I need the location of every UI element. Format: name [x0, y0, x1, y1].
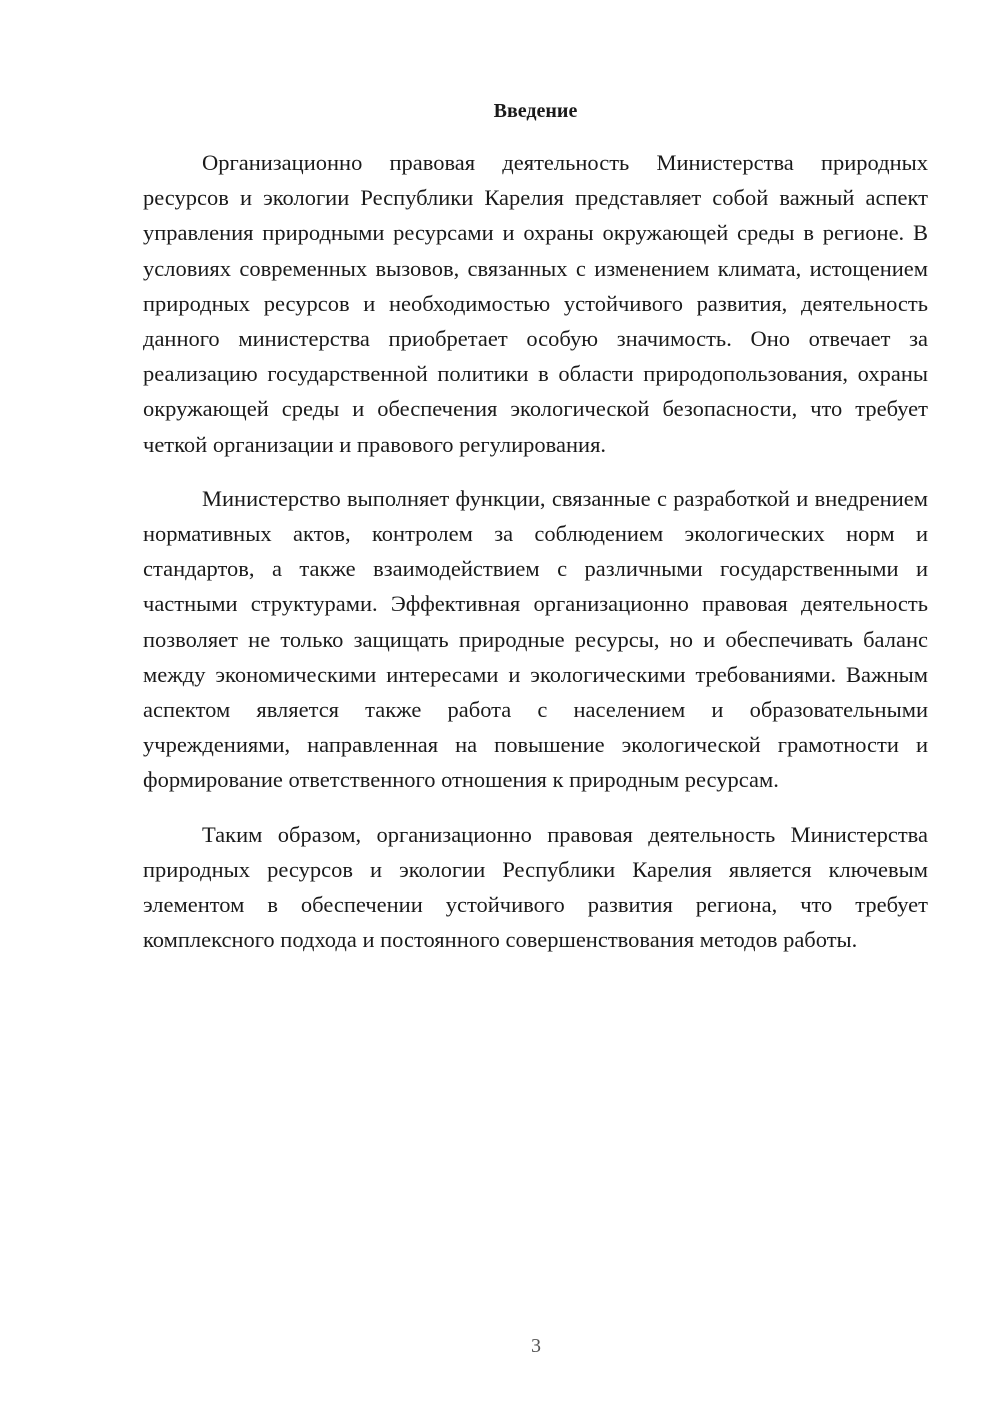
section-title: Введение [493, 100, 578, 122]
paragraph-2: Министерство выполняет функции, связанные с разработкой и внедрением нормативных актов, контролем за соблюдением экологических норм и стандартов, а также взаимодействием с различными государственными и частными структурами. Эффективная организационно правовая деятельность позволяет не только защищать природные ресурсы, но и обеспечивать баланс между экономическими интересами и экологическими требованиями. Важным аспектом является также работа с населением и образовательными учреждениями, направленная на повышение экологической грамотности и формирование ответственного отношения к природным ресурсам. [143, 485, 928, 793]
paragraph-1: Организационно правовая деятельность Министерства природных ресурсов и экологии Республики Карелия представляет собой важный аспект управления природными ресурсами и охраны окружающей среды в регионе. В условиях современных вызовов, связанных с изменением климата, истощением природных ресурсов и необходимостью устойчивого развития, деятельность данного министерства приобретает особую значимость. Оно отвечает за реализацию государственной политики в области природопользования, охраны окружающей среды и обеспечения экологической безопасности, что требует четкой организации и правового регулирования. [143, 150, 928, 457]
paragraph-3: Таким образом, организационно правовая деятельность Министерства природных ресурсов и экологии Республики Карелия является ключевым элементом в обеспечении устойчивого развития региона, что требует комплексного подхода и постоянного совершенствования методов работы. [143, 821, 928, 953]
page-number: 3 [531, 1335, 541, 1357]
page-content [143, 94, 928, 976]
